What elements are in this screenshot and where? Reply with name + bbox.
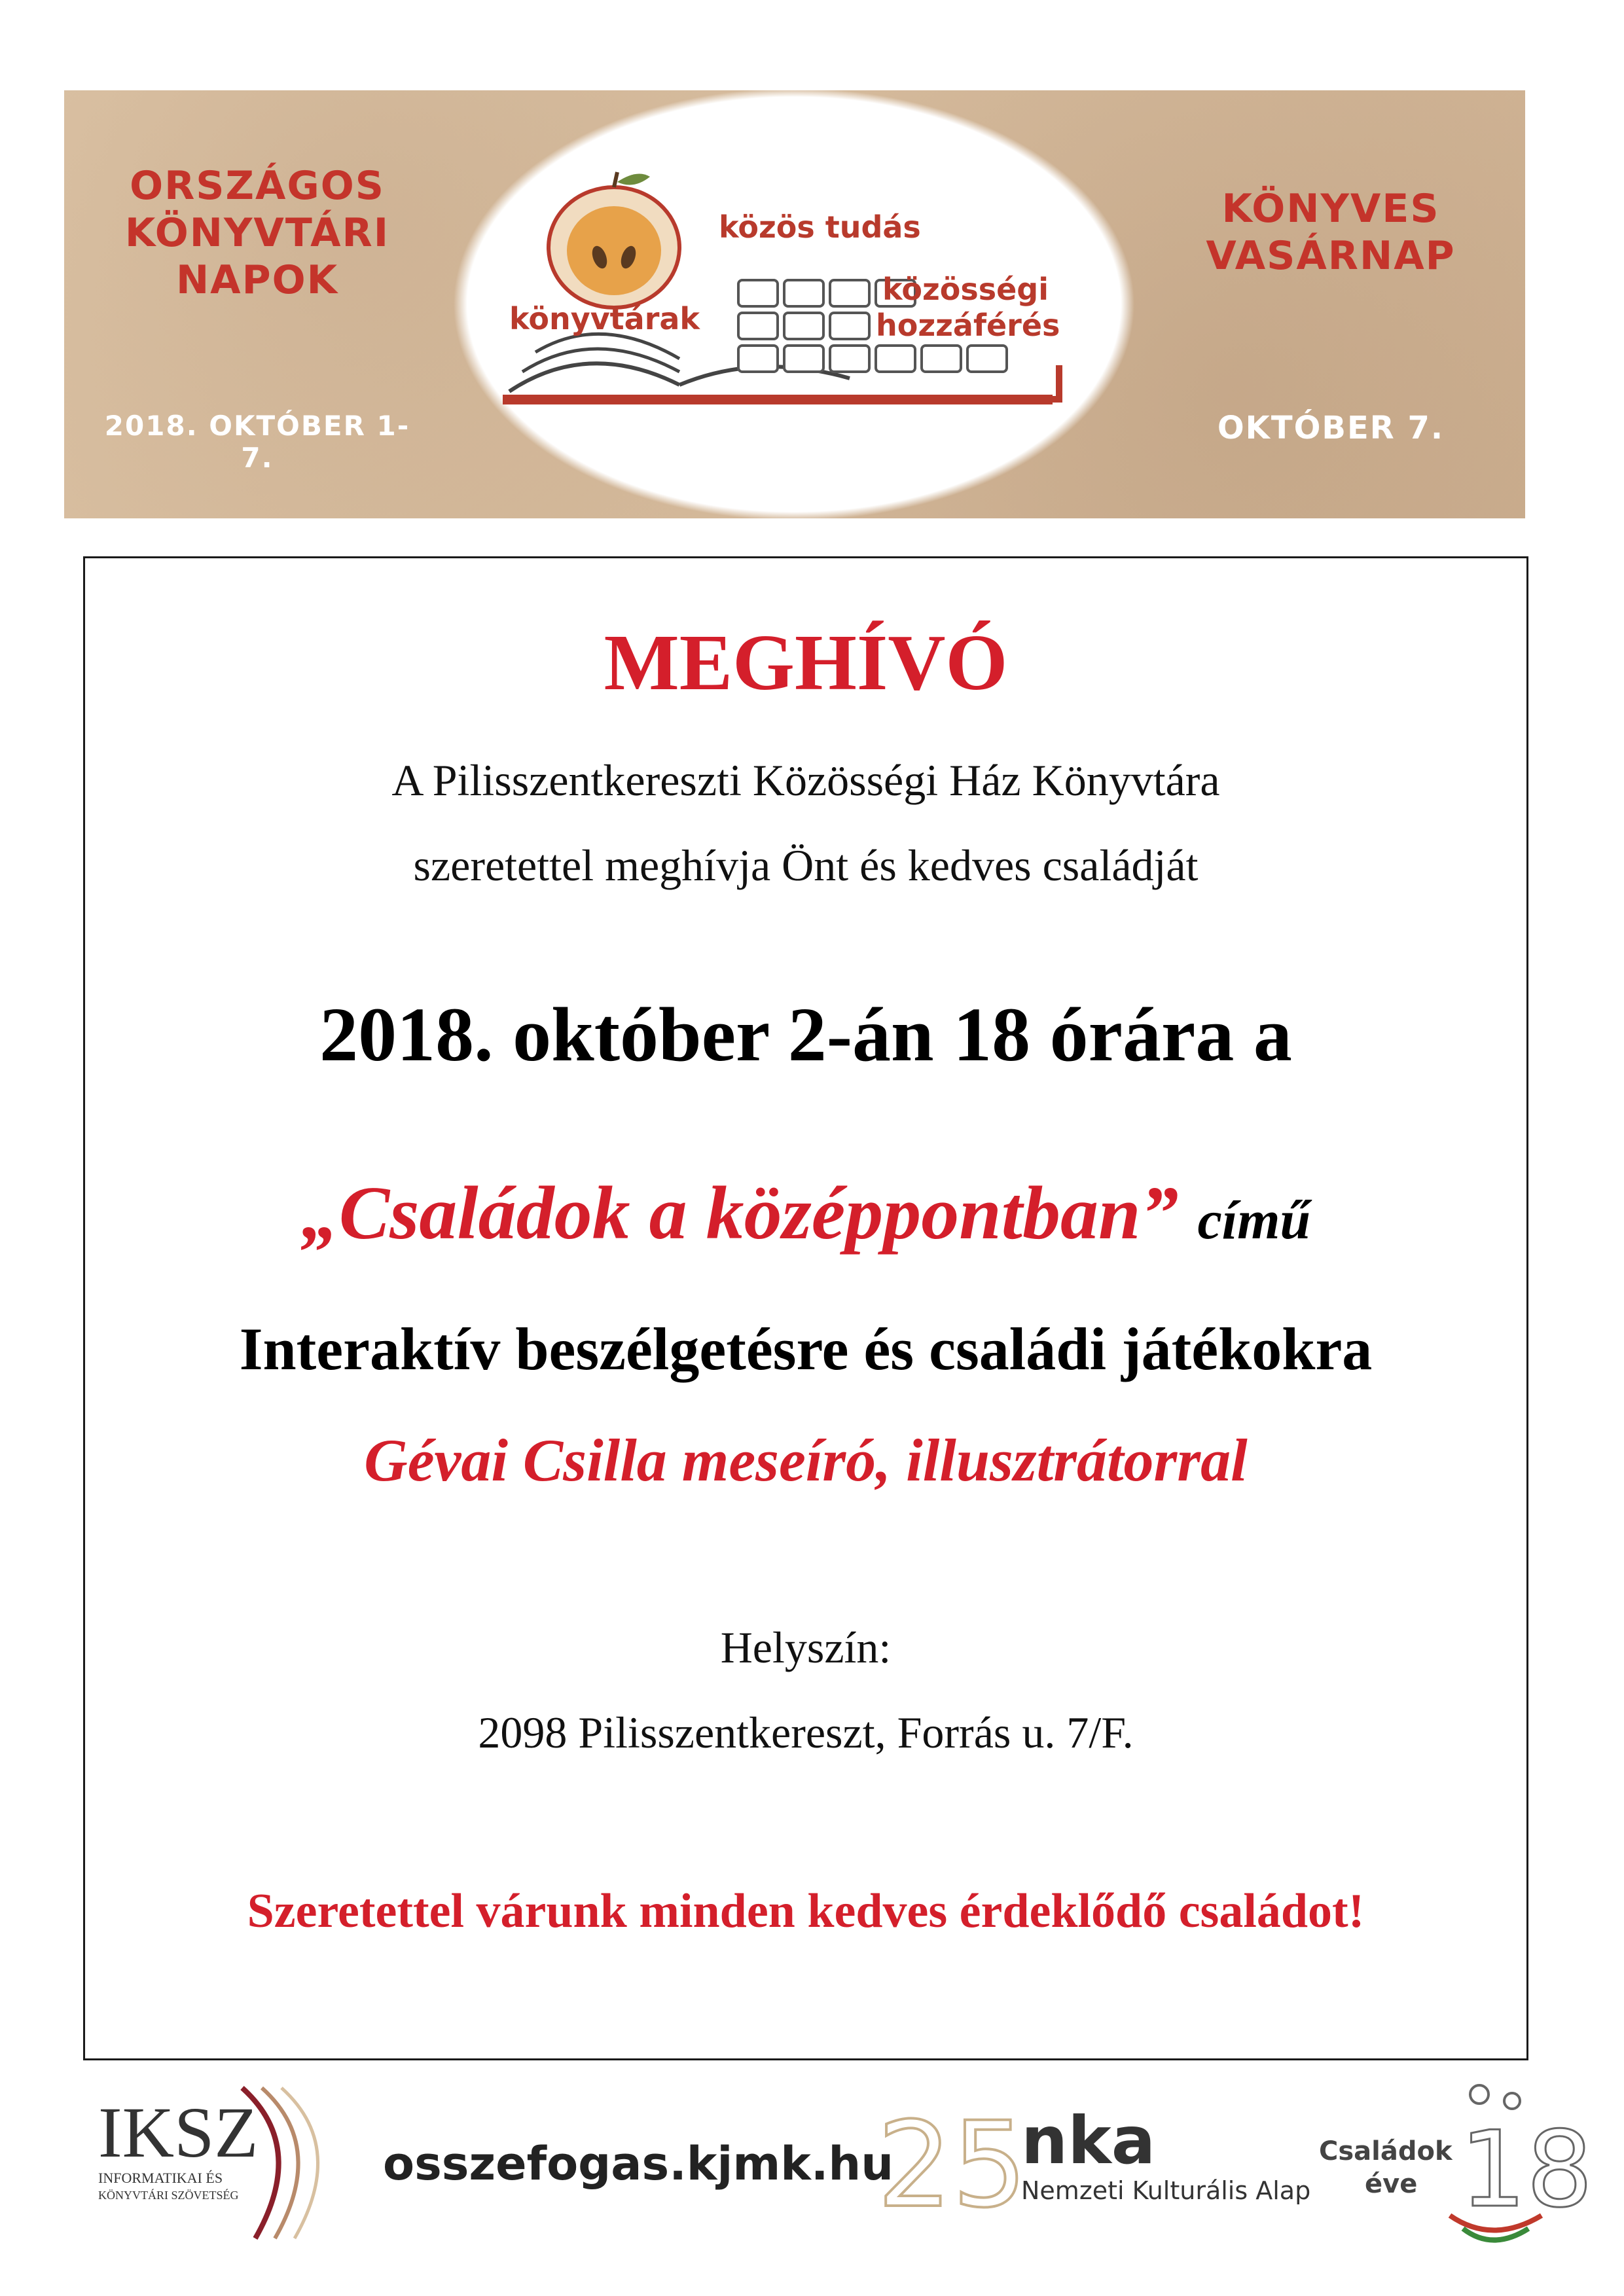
event-date: 2018. október 2-án 18 órára a — [319, 992, 1292, 1077]
event-description: Interaktív beszélgetésre és családi játékokra — [239, 1316, 1373, 1382]
logo-word-hozzaferes: hozzáférés — [876, 308, 1060, 343]
invitation-box — [83, 556, 1528, 2060]
sponsor-footer — [0, 2068, 1624, 2278]
website-link[interactable]: osszefogas.kjmk.hu — [383, 2137, 894, 2191]
csaladok-eve-logo — [1319, 2075, 1593, 2258]
ikse-subtitle-1: INFORMATIKAI ÉS — [98, 2170, 223, 2186]
apple-icon — [549, 172, 679, 308]
location-address: 2098 Pilisszentkereszt, Forrás u. 7/F. — [478, 1708, 1134, 1757]
event-banner — [64, 90, 1525, 518]
organizer-line: A Pilisszentkereszti Közösségi Ház Könyvtára — [391, 755, 1220, 805]
event-title-line — [85, 1170, 1526, 1257]
ikse-logo-text: IKSZ — [98, 2092, 259, 2172]
logo-word-kozossegi: közösségi — [882, 272, 1049, 307]
logo-word-kozos-tudas: közös tudás — [719, 209, 921, 245]
banner-left-title: ORSZÁGOS KÖNYVTÁRI NAPOK — [124, 163, 390, 303]
logo-word-konyvtarak: könyvtárak — [509, 301, 700, 336]
csaladok-number: 18 — [1460, 2108, 1593, 2231]
location-label: Helyszín: — [720, 1623, 892, 1672]
invitation-title: MEGHÍVÓ — [604, 619, 1008, 707]
csaladok-line2: éve — [1365, 2169, 1418, 2199]
event-host: Gévai Csilla meseíró, illusztrátorral — [364, 1427, 1248, 1494]
closing-line: Szeretettel várunk minden kedves érdeklődő családot! — [247, 1884, 1365, 1938]
event-title: „Családok a középpontban” — [300, 1172, 1179, 1255]
event-title-suffix: című — [1197, 1190, 1311, 1251]
csaladok-line1: Családok — [1319, 2136, 1453, 2166]
nka-number: 25 — [877, 2097, 1028, 2234]
nka-abbrev: nka — [1021, 2102, 1156, 2179]
nka-logo — [877, 2081, 1311, 2238]
invite-text: szeretettel meghívja Önt és kedves családját — [413, 840, 1199, 890]
banner-right-title: KÖNYVES VASÁRNAP — [1206, 186, 1456, 279]
ikse-subtitle-2: KÖNYVTÁRI SZÖVETSÉG — [98, 2189, 239, 2202]
banner-logo — [483, 169, 1105, 450]
nka-name: Nemzeti Kulturális Alap — [1021, 2176, 1311, 2205]
banner-right-date: OKTÓBER 7. — [1217, 410, 1445, 446]
banner-left-date: 2018. OKTÓBER 1-7. — [104, 410, 410, 474]
ikse-logo — [92, 2068, 340, 2251]
